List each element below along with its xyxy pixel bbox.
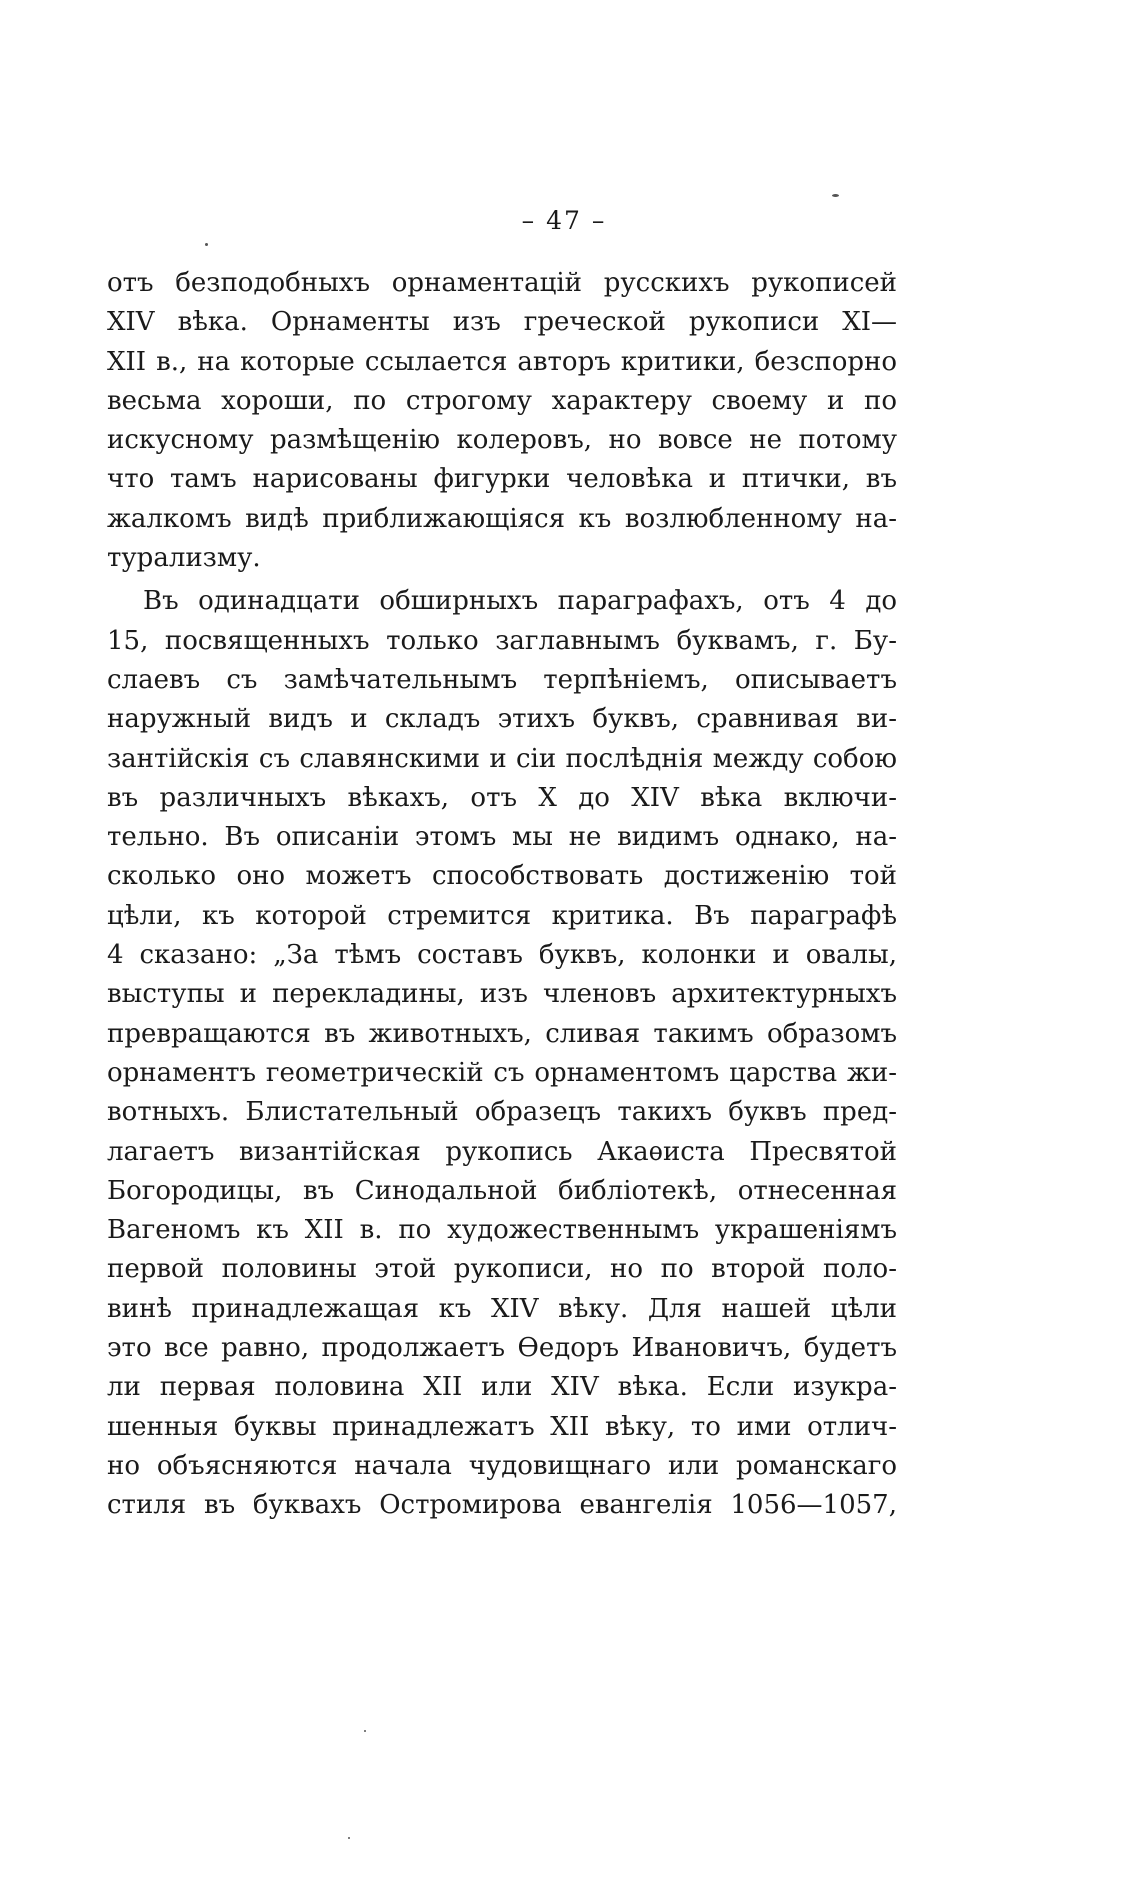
scan-speck (832, 194, 839, 197)
text-line: слаевъ съ замѣчательнымъ терпѣніемъ, описываетъ (107, 664, 897, 695)
paragraph-2 (107, 582, 897, 1525)
text-line: орнаментъ геометрическій съ орнаментомъ царства жи- (107, 1057, 897, 1088)
text-line: это все равно, продолжаетъ Ѳедоръ Ивановичъ, будетъ (107, 1333, 897, 1364)
text-line: зантійскія съ славянскими и сіи послѣднія между собою (107, 743, 897, 774)
text-line: тельно. Въ описаніи этомъ мы не видимъ однако, на- (107, 822, 897, 853)
scan-speck (205, 243, 208, 246)
text-line: первой половины этой рукописи, но по второй поло- (107, 1254, 897, 1285)
text-line: ли первая половина XII или XIV вѣка. Если изукра- (107, 1372, 897, 1403)
text-line: выступы и перекладины, изъ членовъ архитектурныхъ (107, 979, 897, 1010)
body-text (107, 264, 897, 1526)
text-line: стиля въ буквахъ Остромирова евангелія 1056—1057, (107, 1490, 897, 1521)
text-line: вотныхъ. Блистательный образецъ такихъ буквъ пред- (107, 1097, 897, 1128)
text-line: наружный видъ и складъ этихъ буквъ, сравнивая ви- (107, 704, 897, 735)
text-line: Въ одинадцати обширныхъ параграфахъ, отъ 4 до (143, 586, 897, 617)
text-line: превращаются въ животныхъ, сливая такимъ образомъ (107, 1018, 897, 1049)
text-line: XII в., на которые ссылается авторъ критики, безспорно (107, 346, 897, 377)
scan-speck (348, 1837, 350, 1839)
text-line: 4 сказано: „За тѣмъ составъ буквъ, колонки и овалы, (107, 940, 897, 971)
text-line: жалкомъ видѣ приближающіяся къ возлюбленному на- (107, 503, 897, 534)
text-line: XIV вѣка. Орнаменты изъ греческой рукописи XI— (107, 307, 897, 338)
text-line: винѣ принадлежащая къ XIV вѣку. Для нашей цѣли (107, 1293, 897, 1324)
text-line: Вагеномъ къ XII в. по художественнымъ украшеніямъ (107, 1215, 897, 1246)
text-line: лагаетъ византійская рукопись Акаѳиста Пресвятой (107, 1136, 897, 1167)
text-line: весьма хороши, по строгому характеру своему и по (107, 385, 897, 416)
page-number: – 47 – (521, 206, 607, 235)
paragraph-1 (107, 264, 897, 578)
text-line: Богородицы, въ Синодальной библіотекѣ, отнесенная (107, 1175, 897, 1206)
text-line: турализму. (107, 543, 261, 574)
text-line: но объясняются начала чудовищнаго или романскаго (107, 1450, 897, 1481)
text-line: въ различныхъ вѣкахъ, отъ X до XIV вѣка включи- (107, 782, 897, 813)
scan-speck (364, 1730, 366, 1732)
text-line: цѣли, къ которой стремится критика. Въ параграфѣ (107, 900, 897, 931)
text-line: шенныя буквы принадлежатъ XII вѣку, то ими отлич- (107, 1411, 897, 1442)
text-line: сколько оно можетъ способствовать достиженію той (107, 861, 897, 892)
text-line: искусному размѣщенію колеровъ, но вовсе не потому (107, 425, 897, 456)
text-line: отъ безподобныхъ орнаментацій русскихъ рукописей (107, 268, 897, 298)
text-line: что тамъ нарисованы фигурки человѣка и птички, въ (107, 464, 897, 495)
text-line: 15, посвященныхъ только заглавнымъ буквамъ, г. Бу- (107, 625, 897, 656)
